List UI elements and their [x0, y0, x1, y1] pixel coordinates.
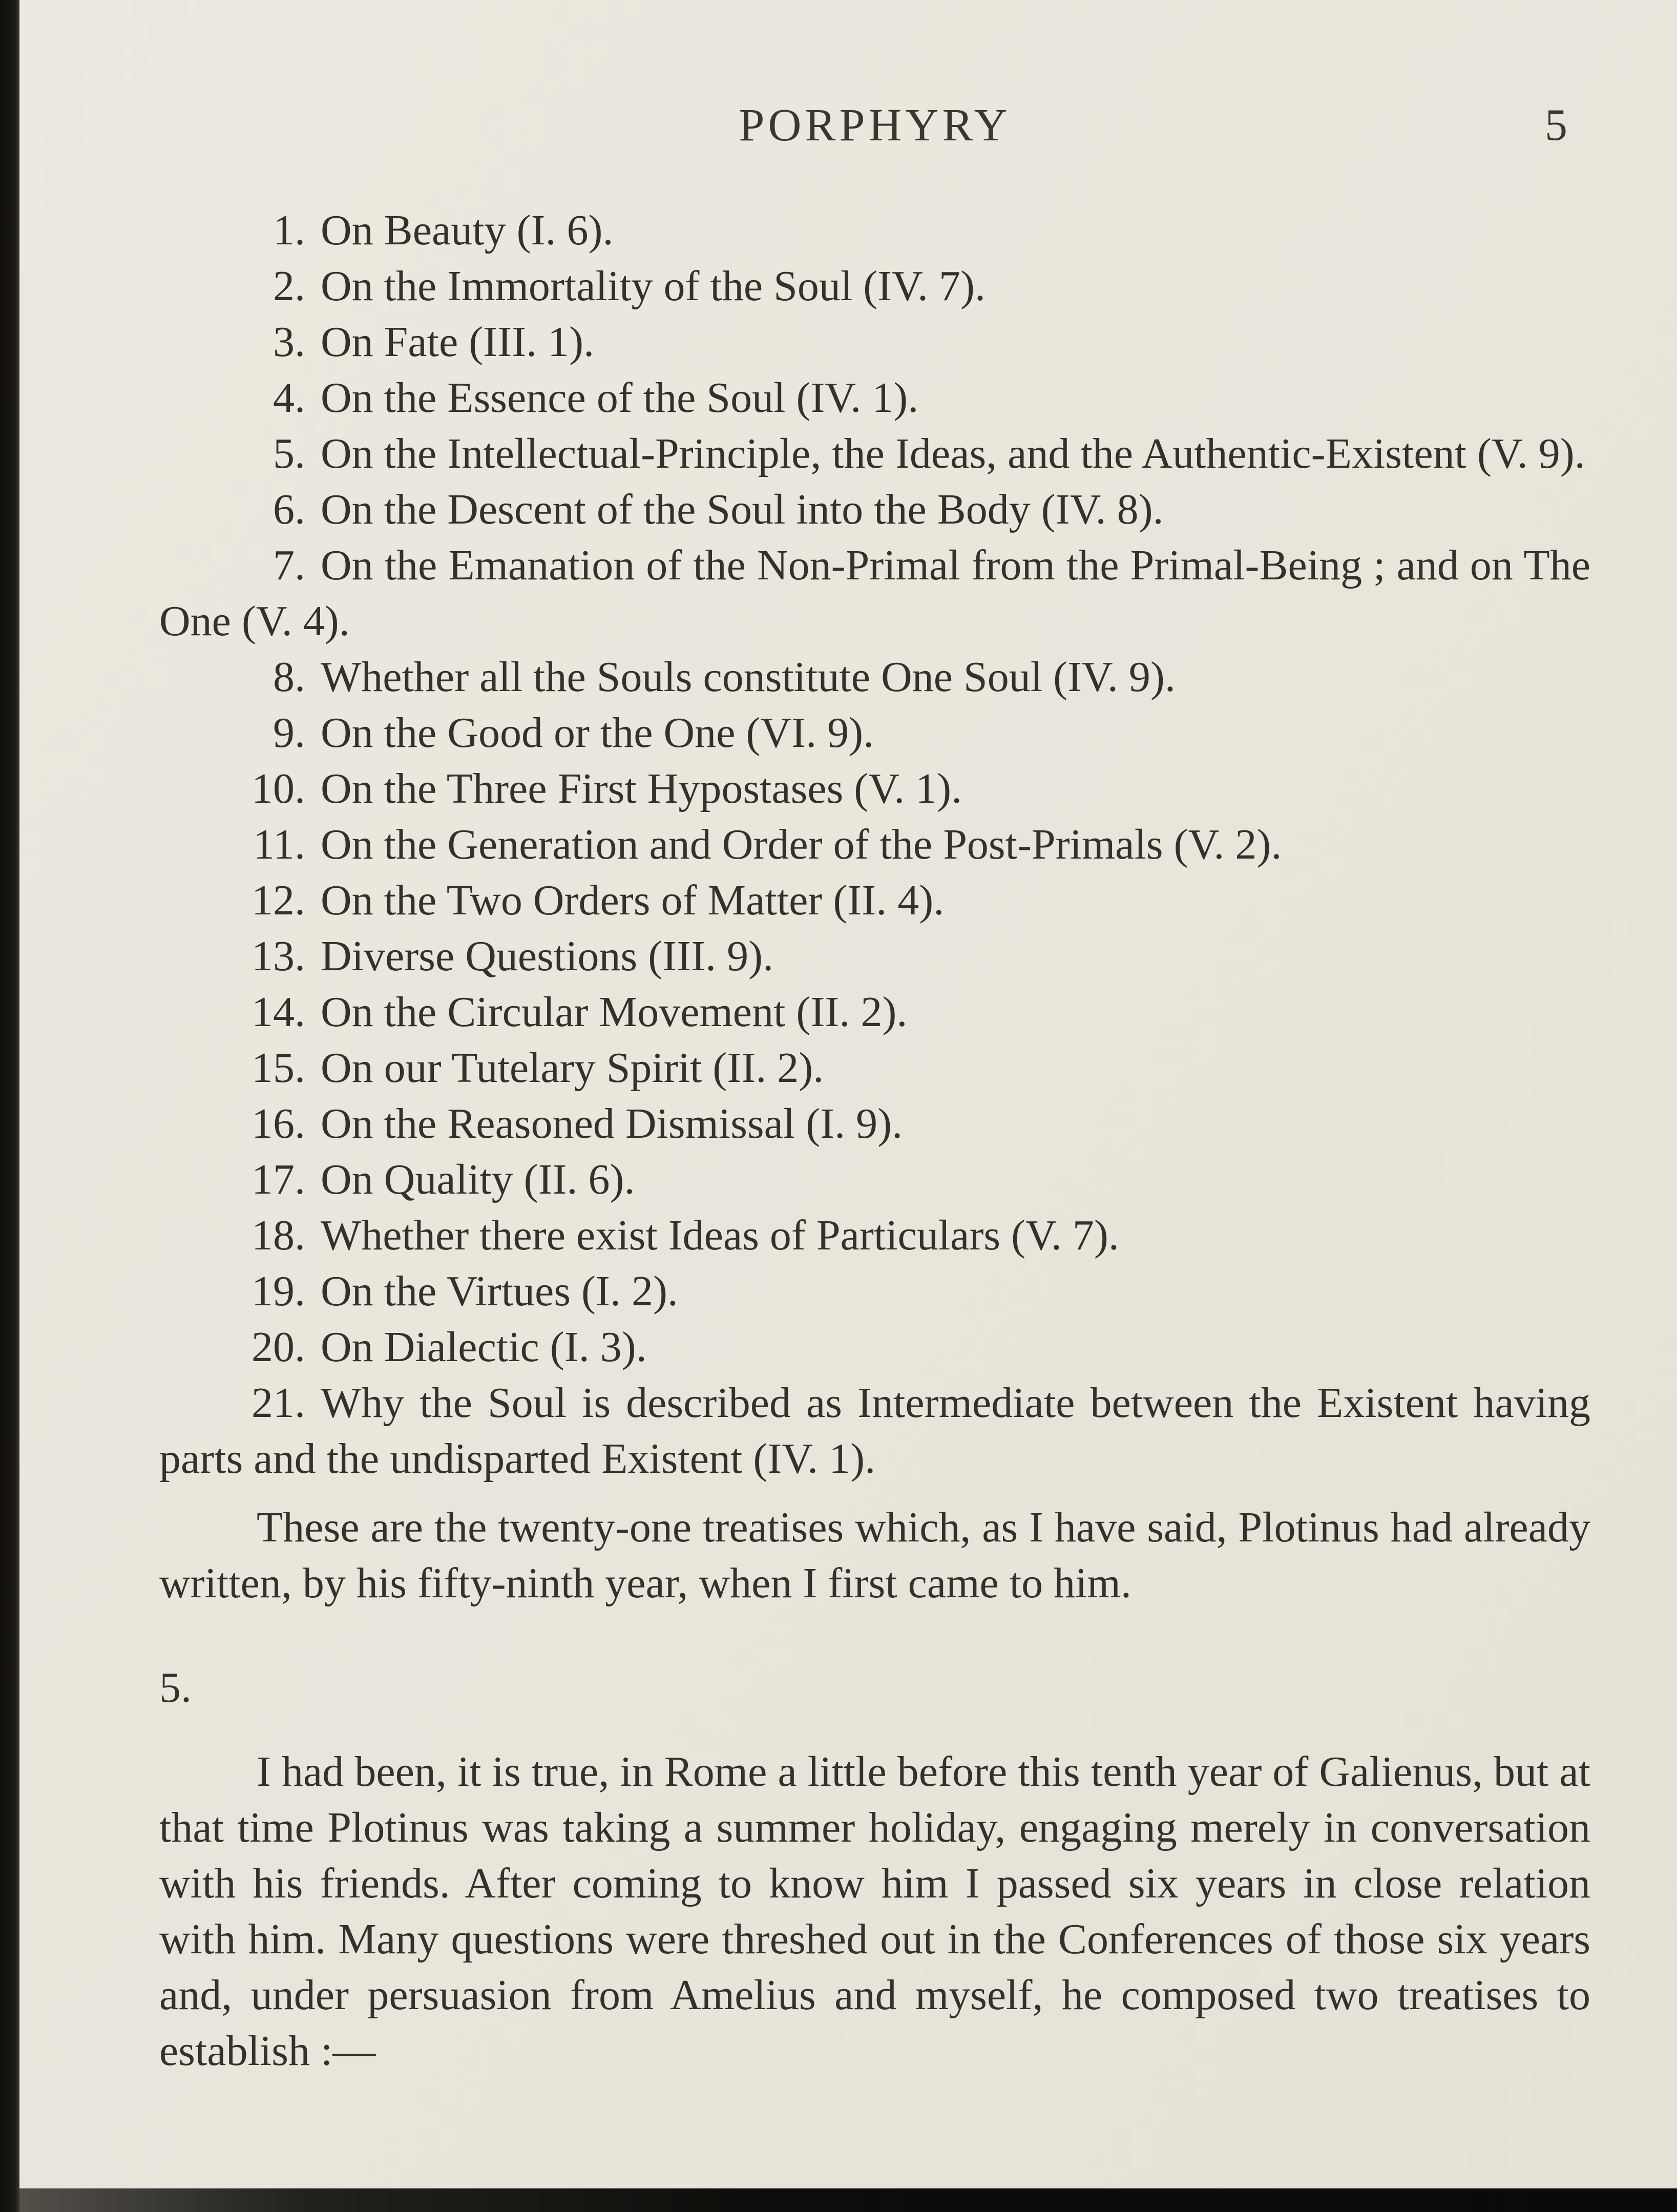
scan-edge-left: [0, 0, 19, 2212]
treatise-title: Whether all the Souls constitute One Soul (IV. 9).: [321, 653, 1176, 701]
treatise-list-item: [159, 258, 1590, 314]
treatise-title: On the Virtues (I. 2).: [321, 1267, 678, 1315]
treatise-list-item: [159, 928, 1590, 984]
treatise-list-item: [159, 1096, 1590, 1152]
treatise-title: On Beauty (I. 6).: [321, 206, 614, 254]
treatise-number: 12.: [251, 877, 305, 924]
treatise-title: On the Circular Movement (II. 2).: [321, 988, 908, 1036]
treatise-title: Why the Soul is described as Intermediate between the Existent having parts and the undisparted Existent (IV. 1).: [159, 1379, 1590, 1483]
treatise-list-item: [159, 1040, 1590, 1096]
treatise-title: On the Two Orders of Matter (II. 4).: [321, 877, 945, 924]
page-header: [159, 95, 1590, 156]
body-paragraph: I had been, it is true, in Rome a little before this tenth year of Galienus, but at that time Plotinus was taking a summer holiday, engaging merely in conversation with his friends. After coming to know him I passed six years in close relation with him. Many questions were threshed out in the Conferences of those six years and, under persuasion from Amelius and myself, he composed two treatises to establish :—: [159, 1748, 1590, 2075]
treatise-number: 9.: [273, 709, 305, 757]
running-title: PORPHYRY: [739, 100, 1011, 151]
treatise-title: Whether there exist Ideas of Particulars (V. 7).: [321, 1212, 1119, 1259]
treatise-list-item: [159, 370, 1590, 426]
treatise-title: On the Reasoned Dismissal (I. 9).: [321, 1100, 903, 1147]
treatise-list-item: [159, 817, 1590, 872]
treatise-number: 3.: [273, 318, 305, 366]
treatise-number: 10.: [251, 765, 305, 812]
page-number: 5: [1545, 100, 1567, 150]
treatise-title: On the Descent of the Soul into the Body (IV. 8).: [321, 486, 1164, 533]
section-number: 5.: [159, 1664, 192, 1712]
treatise-number: 6.: [273, 486, 305, 533]
treatise-title: On the Immortality of the Soul (IV. 7).: [321, 262, 986, 310]
treatise-title: On the Intellectual-Principle, the Ideas, and the Authentic-Existent (V. 9).: [321, 430, 1585, 477]
treatise-list-item: [159, 761, 1590, 817]
treatise-list-item: [159, 1152, 1590, 1207]
treatise-title: On our Tutelary Spirit (II. 2).: [321, 1044, 824, 1092]
treatise-number: 11.: [253, 821, 305, 868]
treatise-list-item: [159, 649, 1590, 705]
treatise-number: 20.: [251, 1323, 305, 1371]
treatise-list-item: [159, 537, 1590, 649]
treatise-title: On the Good or the One (VI. 9).: [321, 709, 874, 757]
treatise-title: On the Three First Hypostases (V. 1).: [321, 765, 962, 812]
treatise-number: 18.: [251, 1212, 305, 1259]
treatise-list: [159, 202, 1590, 1487]
treatise-number: 2.: [273, 262, 305, 310]
treatise-number: 14.: [251, 988, 305, 1036]
treatise-number: 16.: [251, 1100, 305, 1147]
treatise-list-item: [159, 984, 1590, 1040]
treatise-number: 8.: [273, 653, 305, 701]
treatise-number: 1.: [273, 206, 305, 254]
treatise-list-item: [159, 314, 1590, 370]
treatise-list-item: [159, 1207, 1590, 1263]
treatise-title: On Fate (III. 1).: [321, 318, 595, 366]
summary-paragraph: These are the twenty-one treatises which, as I have said, Plotinus had already written, by his fifty-ninth year, when I first came to him.: [159, 1504, 1590, 1607]
treatise-number: 5.: [273, 430, 305, 477]
treatise-title: On Quality (II. 6).: [321, 1156, 635, 1203]
treatise-number: 7.: [273, 541, 305, 589]
treatise-title: On the Essence of the Soul (IV. 1).: [321, 374, 919, 422]
treatise-list-item: [159, 872, 1590, 928]
treatise-number: 4.: [273, 374, 305, 422]
treatise-list-item: [159, 482, 1590, 537]
treatise-list-item: [159, 202, 1590, 258]
treatise-list-item: [159, 1375, 1590, 1487]
treatise-number: 17.: [251, 1156, 305, 1203]
treatise-list-item: [159, 705, 1590, 761]
treatise-list-item: [159, 1263, 1590, 1319]
scan-edge-bottom: [0, 2188, 1677, 2212]
treatise-number: 13.: [251, 932, 305, 980]
treatise-number: 19.: [251, 1267, 305, 1315]
treatise-title: On the Generation and Order of the Post-Primals (V. 2).: [321, 821, 1282, 868]
treatise-list-item: [159, 426, 1590, 482]
treatise-title: On the Emanation of the Non-Primal from the Primal-Being ; and on The One (V. 4).: [159, 541, 1590, 645]
treatise-list-item: [159, 1319, 1590, 1375]
treatise-number: 15.: [251, 1044, 305, 1092]
treatise-title: On Dialectic (I. 3).: [321, 1323, 647, 1371]
treatise-title: Diverse Questions (III. 9).: [321, 932, 774, 980]
treatise-number: 21.: [251, 1379, 305, 1427]
